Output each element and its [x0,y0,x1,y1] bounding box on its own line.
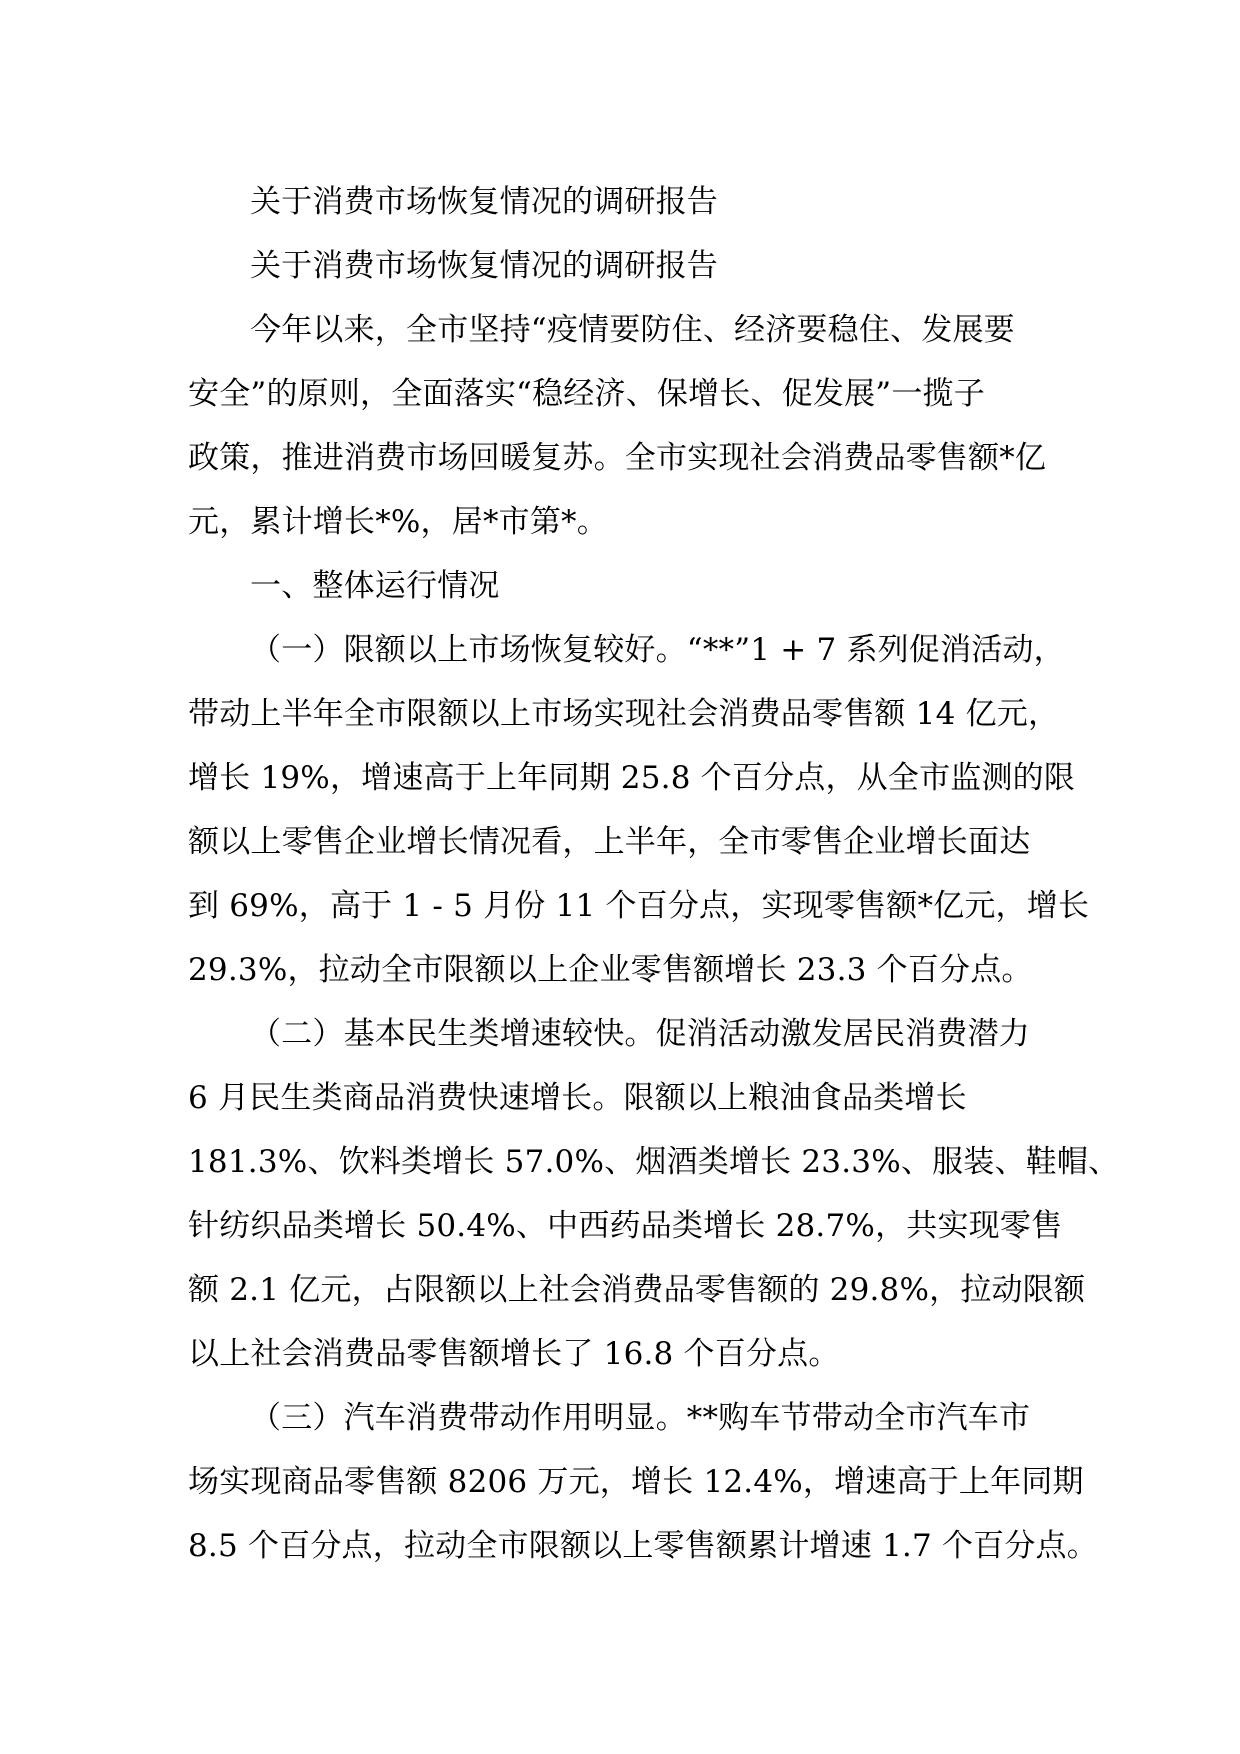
text-line: 今年以来，全市坚持“疫情要防住、经济要稳住、发展要 [250,312,1015,348]
text-line: 政策，推进消费市场回暖复苏。全市实现社会消费品零售额*亿 [188,440,1047,476]
text-line: 增长 19%，增速高于上年同期 25.8 个百分点，从全市监测的限 [188,760,1076,796]
text-line: 8.5 个百分点，拉动全市限额以上零售额累计增速 1.7 个百分点。 [188,1528,1098,1564]
document-title: 关于消费市场恢复情况的调研报告 [250,184,718,220]
paragraph-1 [188,618,1090,1002]
text-line: 带动上半年全市限额以上市场实现社会消费品零售额 14 亿元， [188,696,1060,732]
section-heading: 一、整体运行情况 [250,568,500,604]
text-line: 针纺织品类增长 50.4%、中西药品类增长 28.7%，共实现零售 [188,1208,1063,1244]
text-line: 安全”的原则，全面落实“稳经济、保增长、促发展”一揽子 [188,376,985,412]
text-line: 额 2.1 亿元，占限额以上社会消费品零售额的 29.8%，拉动限额 [188,1272,1086,1308]
text-line: （一）限额以上市场恢复较好。“**”1 + 7 系列促消活动， [250,632,1065,668]
paragraph-2 [188,1002,1120,1386]
text-line: 29.3%，拉动全市限额以上企业零售额增长 23.3 个百分点。 [188,952,1033,988]
text-line: （三）汽车消费带动作用明显。**购车节带动全市汽车市 [250,1400,1031,1436]
document-title-repeat: 关于消费市场恢复情况的调研报告 [250,248,718,284]
text-line: （二）基本民生类增速较快。促消活动激发居民消费潜力 [250,1016,1030,1052]
text-line: 6 月民生类商品消费快速增长。限额以上粮油食品类增长 [188,1080,967,1116]
text-line: 以上社会消费品零售额增长了 16.8 个百分点。 [188,1336,840,1372]
text-line: 到 69%，高于 1 - 5 月份 11 个百分点，实现零售额*亿元，增长 [188,888,1090,924]
text-line: 场实现商品零售额 8206 万元，增长 12.4%，增速高于上年同期 [188,1464,1084,1500]
intro-paragraph [188,298,1050,554]
text-line: 额以上零售企业增长情况看，上半年，全市零售企业增长面达 [188,824,1031,860]
paragraph-3 [188,1386,1098,1578]
text-line: 元，累计增长*%，居*市第*。 [188,504,608,540]
document-page [188,170,1120,1578]
text-line: 181.3%、饮料类增长 57.0%、烟酒类增长 23.3%、服装、鞋帽、 [188,1144,1120,1180]
